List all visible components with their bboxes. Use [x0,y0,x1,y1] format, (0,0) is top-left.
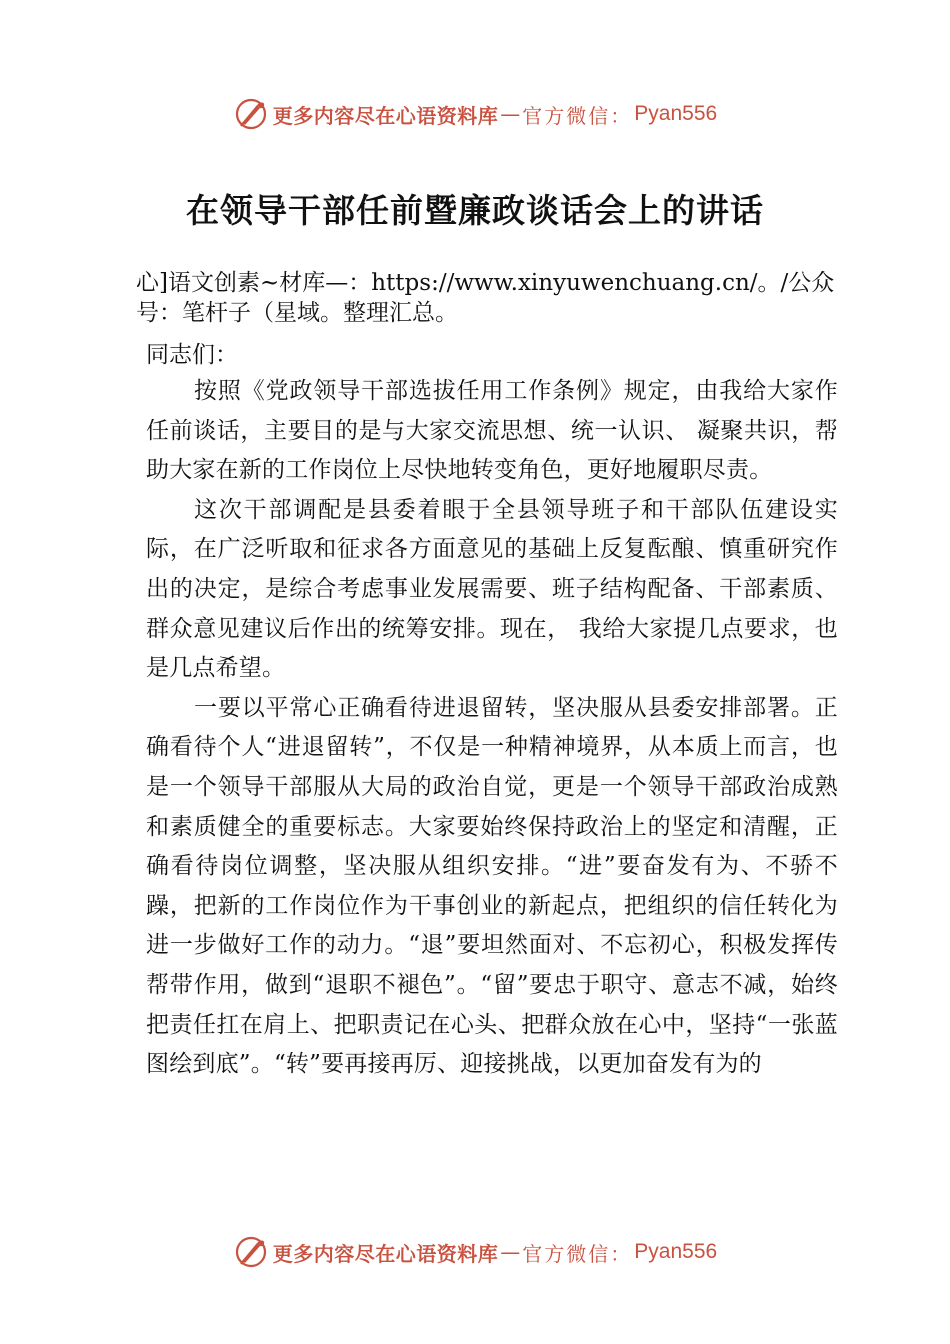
paragraph-1: 按照《党政领导干部选拔任用工作条例》规定，由我给大家作任前谈话，主要目的是与大家交流思想、统一认识、 凝聚共识，帮助大家在新的工作岗位上尽快地转变角色，更好地履职尽责。 [146,378,838,484]
banner-wechat-label: 官方微信： [522,1241,633,1266]
banner-main-text: 更多内容尽在心语资料库 [272,103,499,128]
quill-pen-logo-icon [233,96,269,132]
header-banner [0,94,950,134]
source-line: 心]语文创素~材库—：https://www.xinyuwenchuang.cn/。/公众号：笔杆子（星域。整理汇总。 [136,270,835,326]
footer-banner [0,1232,950,1272]
document-title: 在领导干部任前暨廉政谈话会上的讲话 [186,191,764,230]
banner-main-text: 更多内容尽在心语资料库 [272,1241,499,1266]
salutation: 同志们： [146,342,238,368]
document-body [146,372,838,1085]
banner-wechat-id: Pyan556 [634,102,718,125]
paragraph-2: 这次干部调配是县委着眼于全县领导班子和干部队伍建设实际，在广泛听取和征求各方面意见的基础上反复酝酿、慎重研究作出的决定，是综合考虑事业发展需要、班子结构配备、干部素质、群众意见建议后作出的统筹安排。现在， 我给大家提几点要求，也是几点希望。 [146,496,838,682]
banner-wechat-id: Pyan556 [634,1240,718,1263]
banner-wechat-label: 官方微信： [522,103,633,128]
quill-pen-logo-icon [233,1234,269,1270]
paragraph-3: 一要以平常心正确看待进退留转，坚决服从县委安排部署。正确看待个人“进退留转”，不仅是一种精神境界，从本质上而言，也是一个领导干部服从大局的政治自觉，更是一个领导干部政治成熟和素质健全的重要标志。大家要始终保持政治上的坚定和清醒，正确看待岗位调整，坚决服从组织安排。“进”要奋发有为、不骄不躁，把新的工作岗位作为干事创业的新起点，把组织的信任转化为进一步做好工作的动力。“退”要坦然面对、不忘初心，积极发挥传帮带作用，做到“退职不褪色”。“留”要忠于职守、意志不减，始终把责任扛在肩上、把职责记在心头、把群众放在心中，坚持“一张蓝图绘到底”。“转”要再接再厉、迎接挑战，以更加奋发有为的 [146,694,838,1078]
banner-separator: — [500,102,521,126]
banner-separator: — [500,1240,521,1264]
